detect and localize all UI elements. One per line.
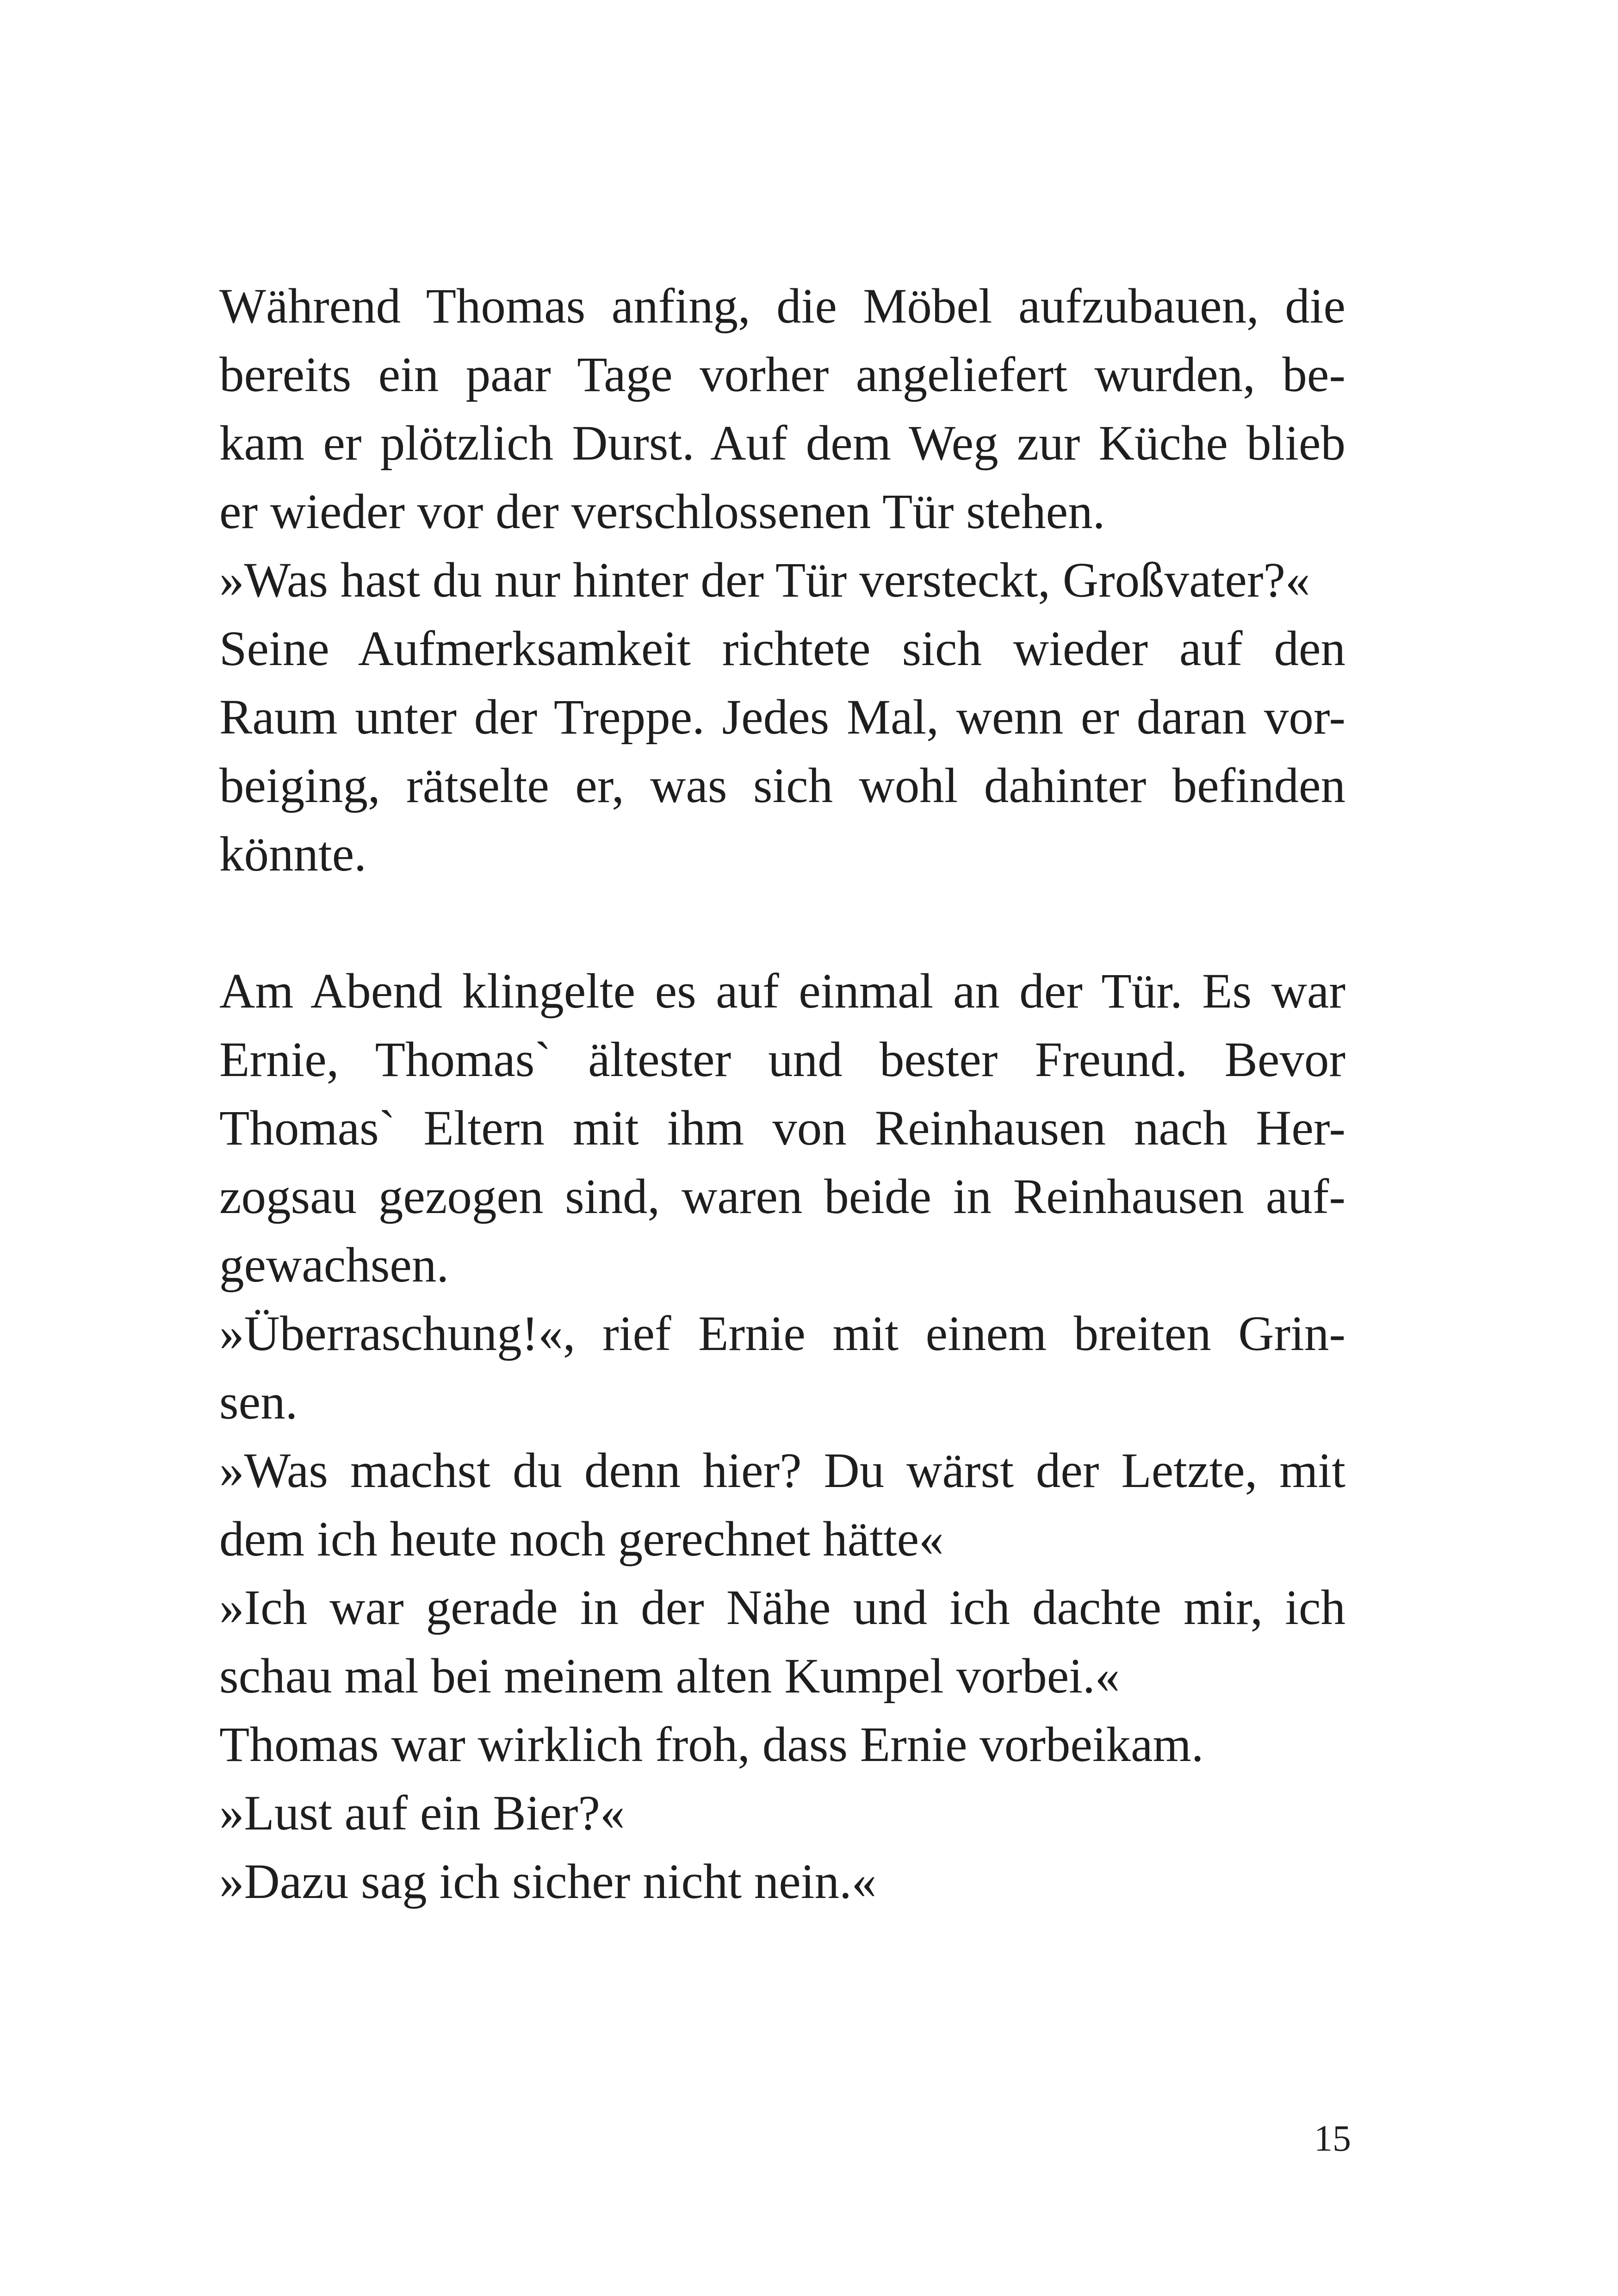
text-line: »Lust auf ein Bier?« xyxy=(219,1786,625,1841)
text-line: Thomas` Eltern mit ihm von Reinhausen nach Her- xyxy=(219,1101,1345,1156)
text-line: sen. xyxy=(219,1375,298,1430)
text-line: »Was hast du nur hinter der Tür versteckt, Großvater?« xyxy=(219,553,1310,608)
text-line: Während Thomas anfing, die Möbel aufzubauen, die xyxy=(219,279,1345,334)
body-text xyxy=(219,272,1345,1916)
text-line: »Dazu sag ich sicher nicht nein.« xyxy=(219,1854,877,1909)
text-line: dem ich heute noch gerechnet hätte« xyxy=(219,1512,944,1567)
text-line: gewachsen. xyxy=(219,1238,449,1293)
paragraph xyxy=(219,957,1345,1916)
paragraph xyxy=(219,272,1345,889)
text-line: Raum unter der Treppe. Jedes Mal, wenn er daran vor- xyxy=(219,690,1345,745)
text-line: beiging, rätselte er, was sich wohl dahinter befinden xyxy=(219,759,1345,813)
text-line: »Überraschung!«, rief Ernie mit einem breiten Grin- xyxy=(219,1307,1345,1361)
text-line: »Ich war gerade in der Nähe und ich dachte mir, ich xyxy=(219,1580,1345,1635)
text-line: Ernie, Thomas` ältester und bester Freund. Bevor xyxy=(219,1033,1345,1087)
text-line: kam er plötzlich Durst. Auf dem Weg zur Küche blieb xyxy=(219,416,1345,471)
text-line: »Was machst du denn hier? Du wärst der Letzte, mit xyxy=(219,1444,1345,1498)
text-line: er wieder vor der verschlossenen Tür stehen. xyxy=(219,485,1105,539)
text-line: Thomas war wirklich froh, dass Ernie vorbeikam. xyxy=(219,1717,1204,1772)
text-line: könnte. xyxy=(219,827,366,882)
page-number: 15 xyxy=(1314,2118,1351,2159)
text-line: Seine Aufmerksamkeit richtete sich wieder auf den xyxy=(219,622,1345,676)
text-line: Am Abend klingelte es auf einmal an der Tür. Es war xyxy=(219,964,1345,1019)
text-line: schau mal bei meinem alten Kumpel vorbei.« xyxy=(219,1649,1120,1704)
paragraph-spacer xyxy=(219,889,1345,957)
text-line: bereits ein paar Tage vorher angeliefert wurden, be- xyxy=(219,348,1345,402)
text-line: zogsau gezogen sind, waren beide in Reinhausen auf- xyxy=(219,1170,1345,1224)
